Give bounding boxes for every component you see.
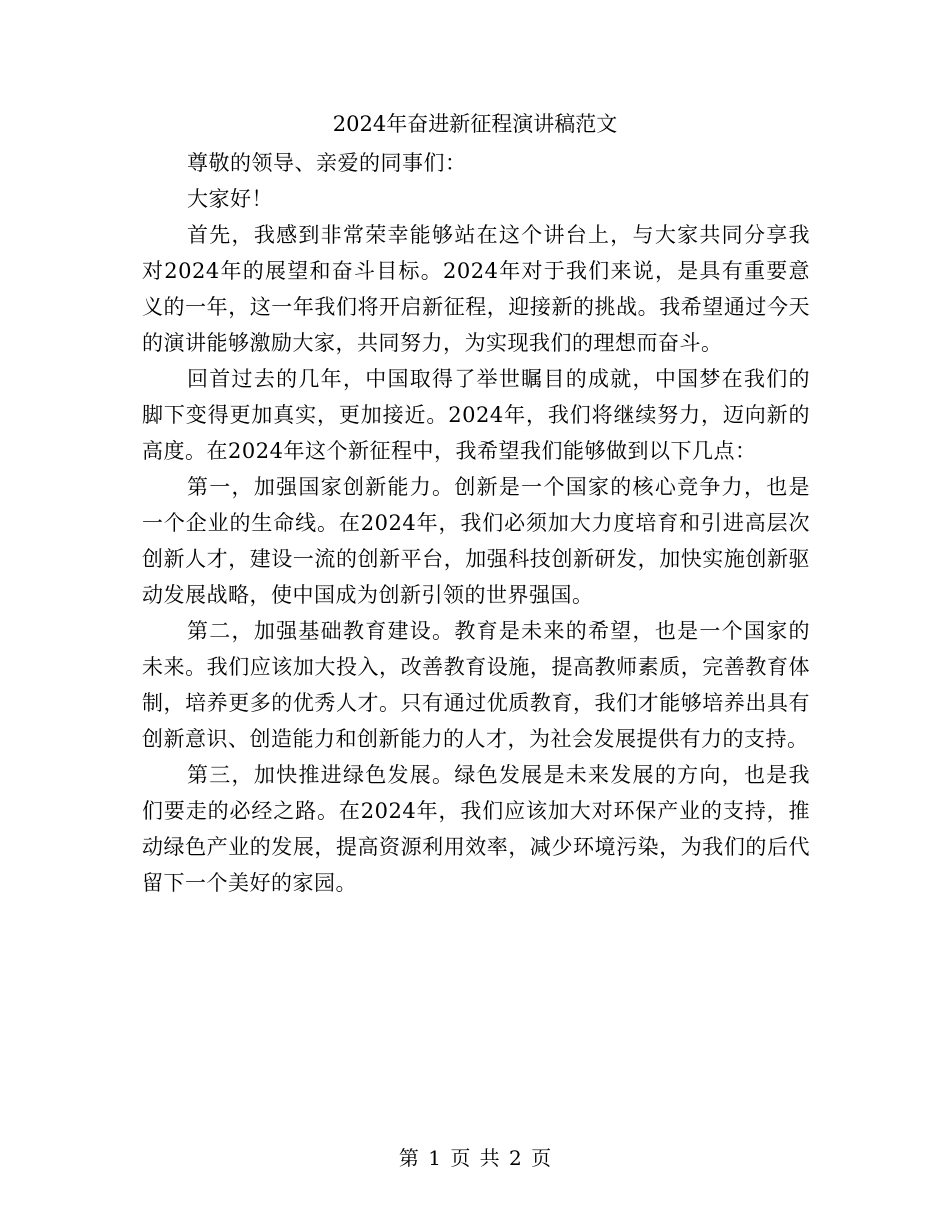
page-number: 第 1 页 共 2 页 (398, 1146, 552, 1170)
paragraph-review: 回首过去的几年，中国取得了举世瞩目的成就，中国梦在我们的脚下变得更加真实，更加接近。2024年，我们将继续努力，迈向新的高度。在2024年这个新征程中，我希望我们能够做到以下几点： (142, 367, 810, 463)
paragraph-intro: 首先，我感到非常荣幸能够站在这个讲台上，与大家共同分享我对2024年的展望和奋斗目标。2024年对于我们来说，是具有重要意义的一年，这一年我们将开启新征程，迎接新的挑战。我希望通过今天的演讲能够激励大家，共同努力，为实现我们的理想而奋斗。 (142, 223, 810, 355)
salutation: 尊敬的领导、亲爱的同事们： (187, 151, 467, 175)
paragraph-point-two: 第二，加强基础教育建设。教育是未来的希望，也是一个国家的未来。我们应该加大投入，改善教育设施，提高教师素质，完善教育体制，培养更多的优秀人才。只有通过优质教育，我们才能够培养出具有创新意识、创造能力和创新能力的人才，为社会发展提供有力的支持。 (142, 619, 810, 751)
paragraph-point-three: 第三，加快推进绿色发展。绿色发展是未来发展的方向，也是我们要走的必经之路。在2024年，我们应该加大对环保产业的支持，推动绿色产业的发展，提高资源利用效率，减少环境污染，为我们的后代留下一个美好的家园。 (142, 763, 810, 895)
greeting: 大家好！ (187, 187, 273, 211)
document-body (142, 145, 810, 901)
document-title: 2024年奋进新征程演讲稿范文 (332, 112, 618, 136)
paragraph-point-one: 第一，加强国家创新能力。创新是一个国家的核心竞争力，也是一个企业的生命线。在2024年，我们必须加大力度培育和引进高层次创新人才，建设一流的创新平台，加强科技创新研发，加快实施创新驱动发展战略，使中国成为创新引领的世界强国。 (142, 475, 810, 607)
